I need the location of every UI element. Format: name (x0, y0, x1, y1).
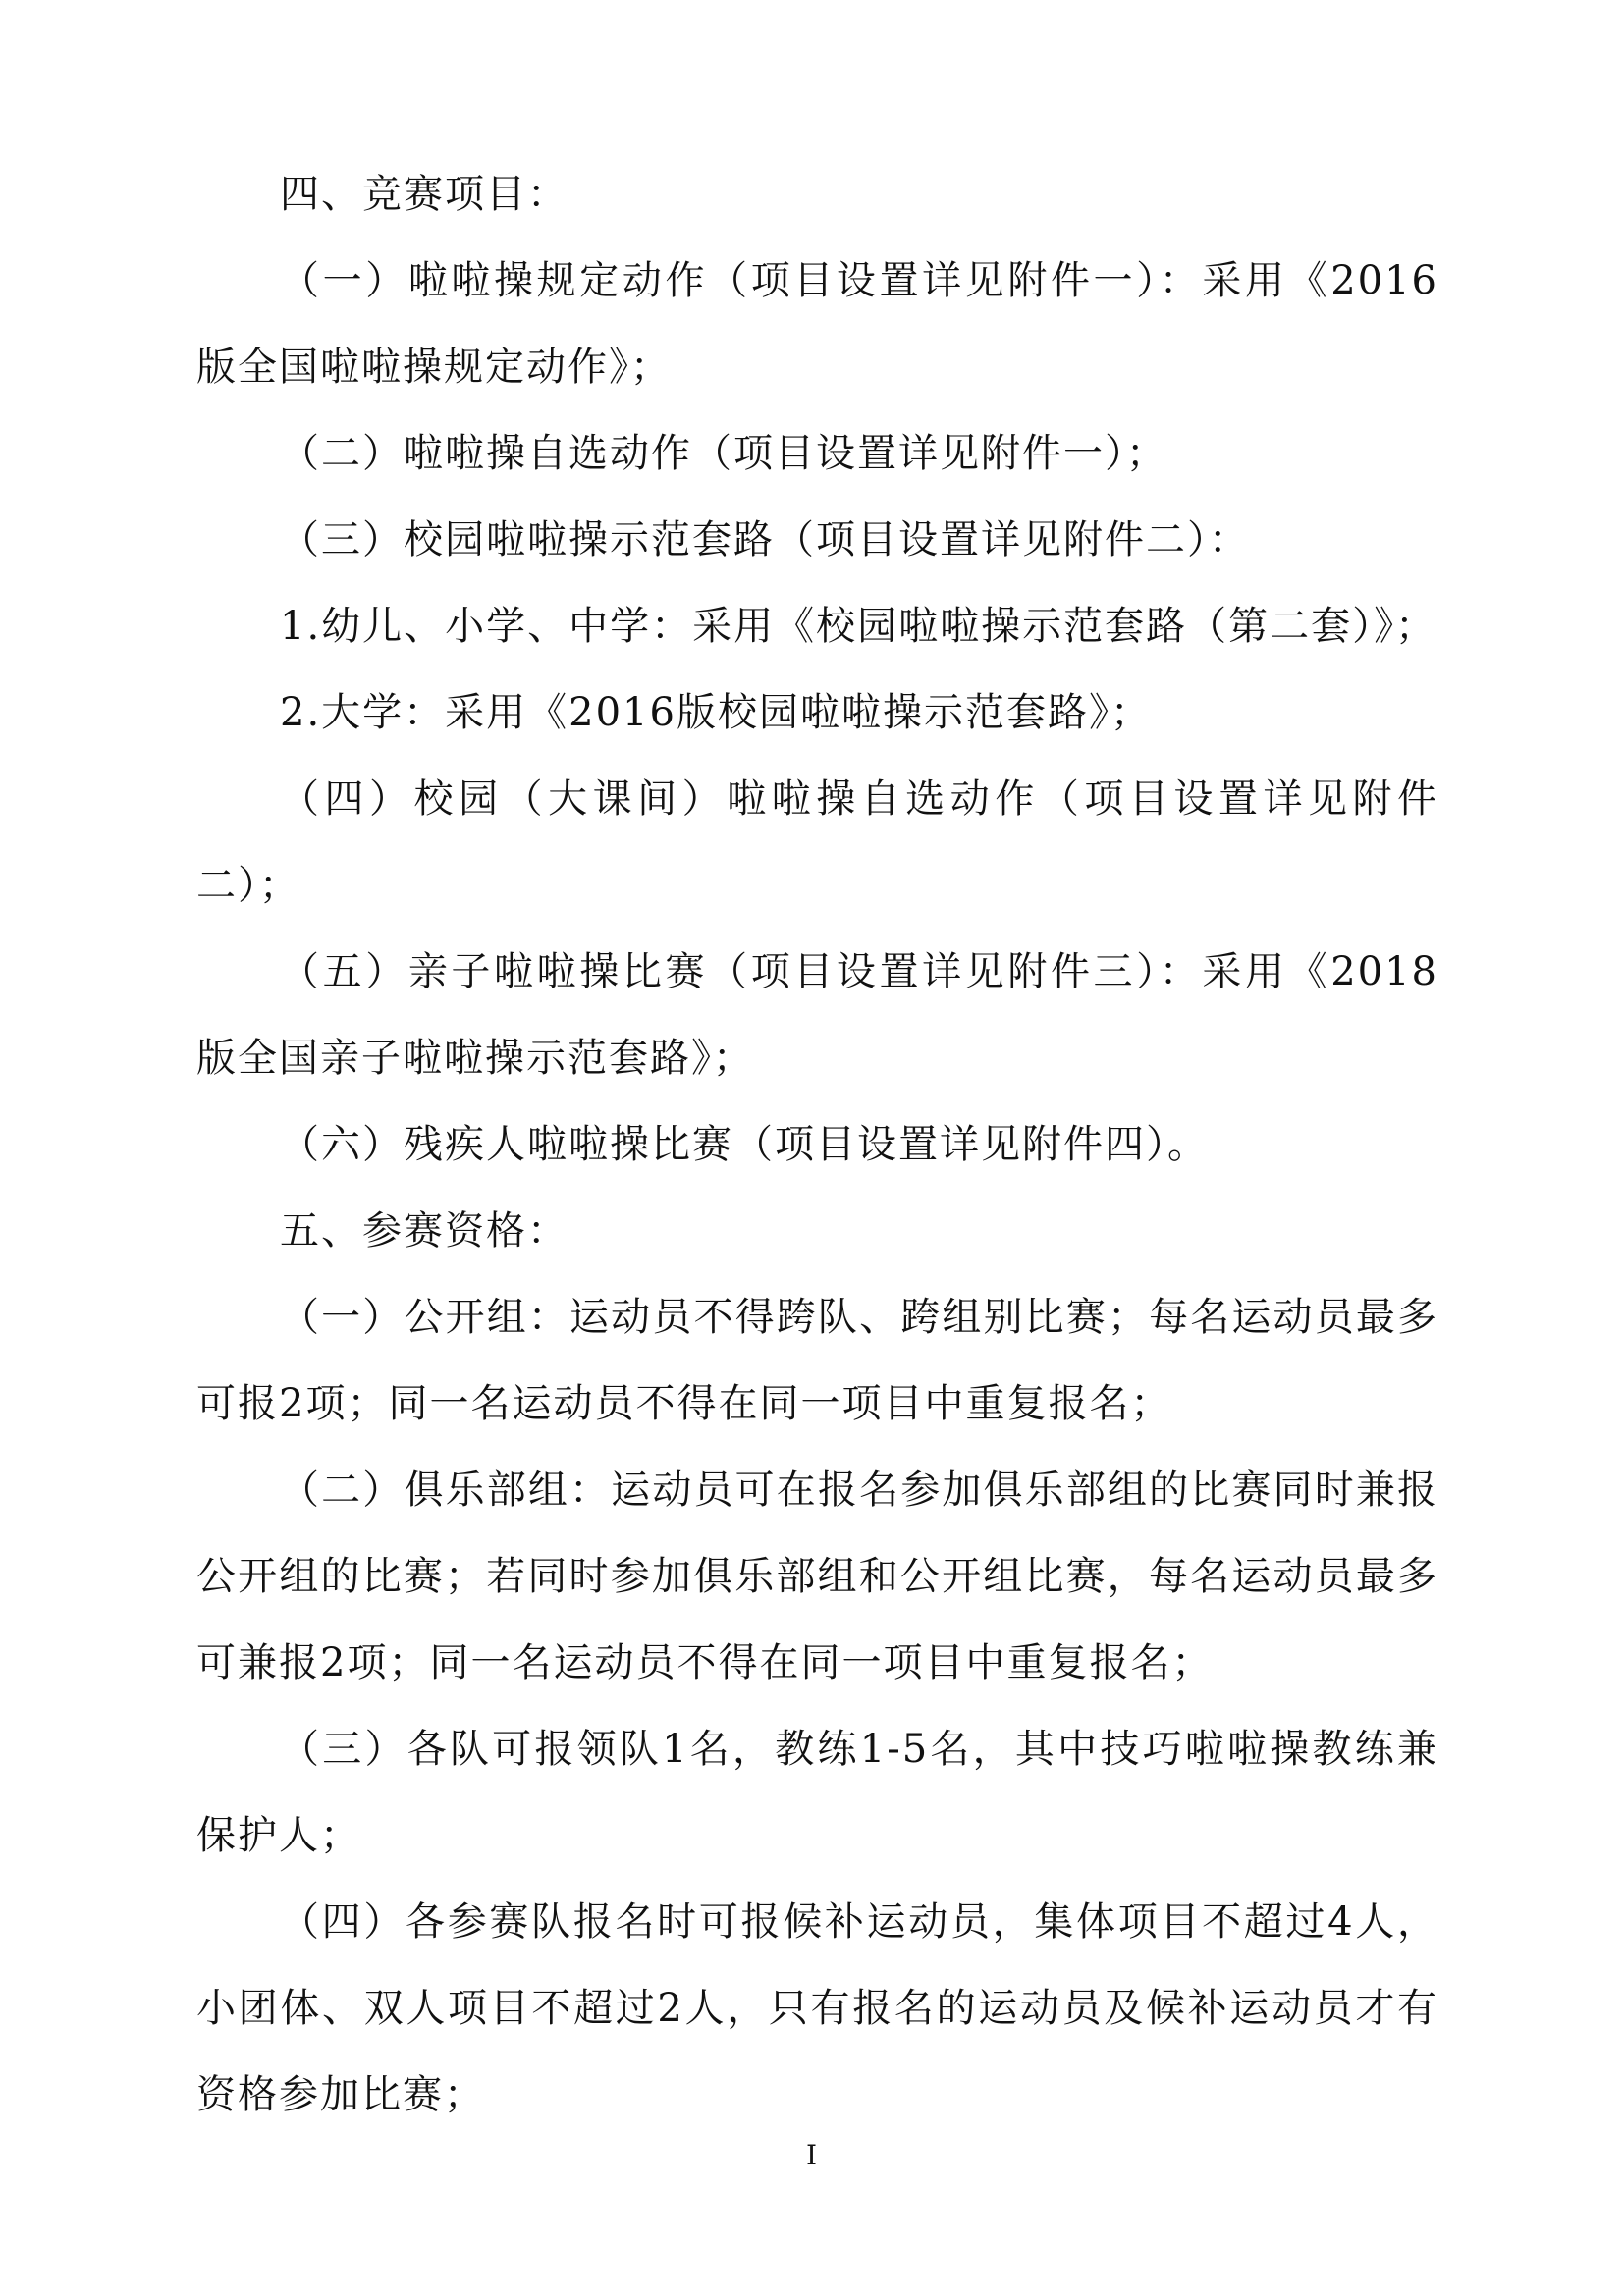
paragraph-item-6: （六）残疾人啦啦操比赛（项目设置详见附件四）。 (280, 1122, 1209, 1167)
paragraph-item-1: （一）啦啦操规定动作（项目设置详见附件一）：采用《2016版全国啦啦操规定动作》； (196, 258, 1438, 390)
paragraph-subitem-1: 1.幼儿、小学、中学：采用《校园啦啦操示范套路（第二套）》； (280, 604, 1437, 649)
paragraph-item-4: （四）校园（大课间）啦啦操自选动作（项目设置详见附件二）； (196, 776, 1438, 908)
eligibility-item-1: （一）公开组：运动员不得跨队、跨组别比赛；每名运动员最多可报2项；同一名运动员不得在同一项目中重复报名； (196, 1295, 1438, 1426)
eligibility-item-4: （四）各参赛队报名时可报候补运动员，集体项目不超过4人，小团体、双人项目不超过2人，只有报名的运动员及候补运动员才有资格参加比赛； (196, 1899, 1438, 2117)
eligibility-item-3: （三）各队可报领队1名，教练1-5名，其中技巧啦啦操教练兼保护人； (196, 1727, 1438, 1858)
section-heading-competition-items: 四、竞赛项目： (280, 172, 568, 217)
paragraph-item-2: （二）啦啦操自选动作（项目设置详见附件一）； (280, 431, 1167, 476)
paragraph-subitem-2: 2.大学：采用《2016版校园啦啦操示范套路》； (280, 690, 1152, 735)
section-heading-eligibility: 五、参赛资格： (280, 1208, 568, 1254)
page-number: I (805, 2139, 819, 2171)
eligibility-item-2: （二）俱乐部组：运动员可在报名参加俱乐部组的比赛同时兼报公开组的比赛；若同时参加俱乐部组和公开组比赛，每名运动员最多可兼报2项；同一名运动员不得在同一项目中重复报名； (196, 1468, 1438, 1685)
document-body (196, 151, 1438, 2138)
paragraph-item-3: （三）校园啦啦操示范套路（项目设置详见附件二）： (280, 517, 1250, 562)
paragraph-item-5: （五）亲子啦啦操比赛（项目设置详见附件三）：采用《2018版全国亲子啦啦操示范套路》； (196, 949, 1438, 1081)
